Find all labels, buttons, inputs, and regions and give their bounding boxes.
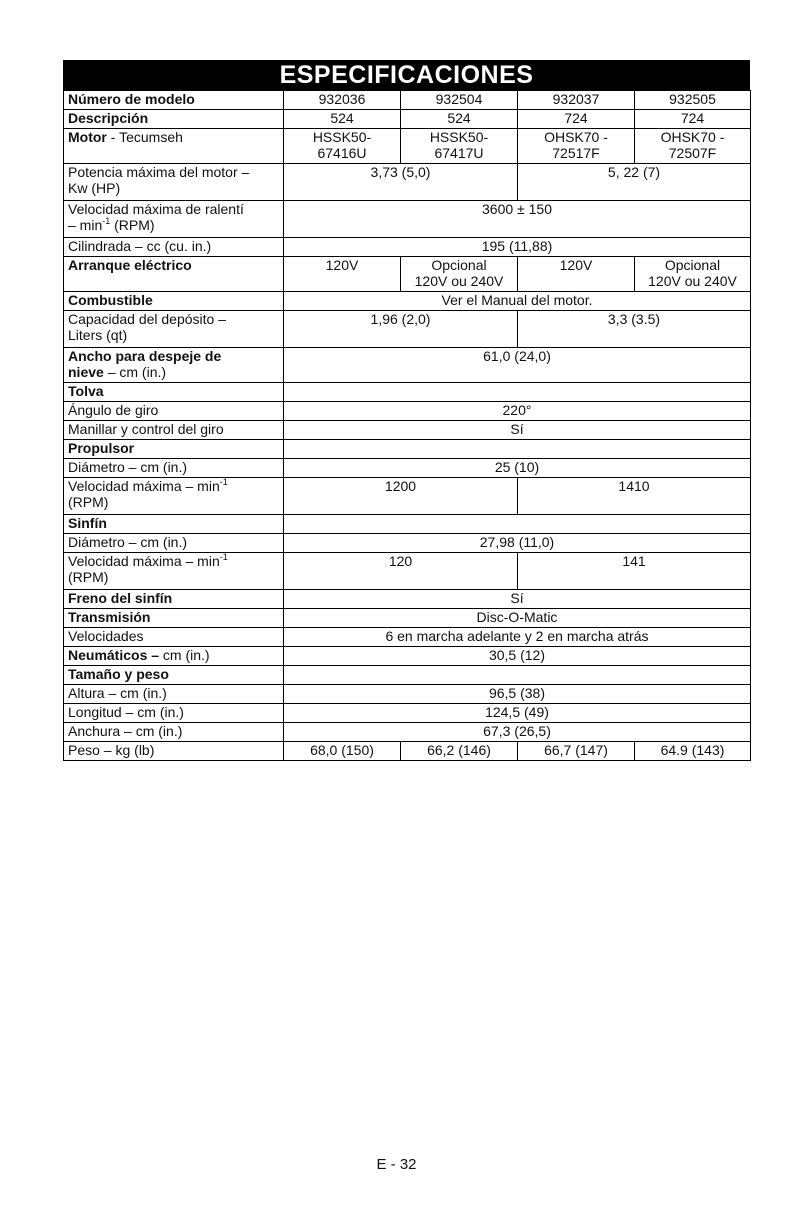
cell-value: 1,96 (2,0): [284, 311, 518, 348]
row-label-rest: - Tecumseh: [106, 129, 183, 145]
cell-value: 524: [401, 110, 518, 129]
cell-value: 120V: [518, 257, 635, 292]
cell-value: 64.9 (143): [635, 742, 751, 761]
row-label: Anchura – cm (in.): [64, 723, 284, 742]
row-label: Freno del sinfín: [64, 590, 284, 609]
cell-value: 67,3 (26,5): [284, 723, 751, 742]
row-label: Peso – kg (lb): [64, 742, 284, 761]
row-label: Arranque eléctrico: [64, 257, 284, 292]
table-row: [64, 666, 751, 685]
row-label: [64, 129, 284, 164]
cell-value: Sí: [284, 590, 751, 609]
table-row: [64, 348, 751, 383]
table-row: [64, 590, 751, 609]
cell-value: 66,7 (147): [518, 742, 635, 761]
cell-value: 3,73 (5,0): [284, 164, 518, 201]
superscript: -1: [219, 552, 228, 562]
cell-value: 932505: [635, 91, 751, 110]
cell-value: 61,0 (24,0): [284, 348, 751, 383]
table-row: [64, 647, 751, 666]
row-label-unit: (RPM): [68, 494, 109, 510]
cell-value: 932037: [518, 91, 635, 110]
cell-value: 195 (11,88): [284, 238, 751, 257]
row-label-rest: cm (in.): [159, 647, 210, 663]
table-row: [64, 164, 751, 201]
table-row: [64, 685, 751, 704]
table-row: [64, 742, 751, 761]
cell-value: 27,98 (11,0): [284, 534, 751, 553]
cell-value: HSSK50- 67417U: [401, 129, 518, 164]
row-label-bold: Motor: [68, 129, 107, 145]
cell-value: Ver el Manual del motor.: [284, 292, 751, 311]
row-label: Ángulo de giro: [64, 402, 284, 421]
cell-value: 141: [518, 553, 751, 590]
table-row: [64, 110, 751, 129]
cell-value: OHSK70 - 72517F: [518, 129, 635, 164]
cell-value: 932504: [401, 91, 518, 110]
row-label-bold: Neumáticos –: [68, 647, 160, 663]
row-label: [64, 348, 284, 383]
row-label: Descripción: [64, 110, 284, 129]
row-label: [64, 478, 284, 515]
cell-value: 3,3 (3.5): [518, 311, 751, 348]
row-label-text: Velocidad máxima – min: [68, 478, 220, 494]
table-row: [64, 459, 751, 478]
row-label: Transmisión: [64, 609, 284, 628]
table-row: [64, 553, 751, 590]
row-label: Velocidades: [64, 628, 284, 647]
table-row: [64, 238, 751, 257]
row-label-rest: – cm (in.): [103, 364, 167, 380]
cell-value: Opcional 120V ou 240V: [401, 257, 518, 292]
cell-value: 220°: [284, 402, 751, 421]
row-label: Longitud – cm (in.): [64, 704, 284, 723]
cell-empty: [284, 666, 751, 685]
table-row: [64, 534, 751, 553]
cell-value: 5, 22 (7): [518, 164, 751, 201]
cell-empty: [284, 383, 751, 402]
table-row: [64, 402, 751, 421]
page-number: E - 32: [376, 1156, 417, 1173]
cell-value: 932036: [284, 91, 401, 110]
cell-value: 120V: [284, 257, 401, 292]
section-header: Sinfín: [64, 515, 284, 534]
row-label: Manillar y control del giro: [64, 421, 284, 440]
row-label: Número de modelo: [64, 91, 284, 110]
cell-empty: [284, 515, 751, 534]
row-label: Potencia máxima del motor – Kw (HP): [64, 164, 284, 201]
table-row: [64, 201, 751, 238]
cell-value: 1410: [518, 478, 751, 515]
cell-value: Disc-O-Matic: [284, 609, 751, 628]
row-label-bold: Ancho para despeje de nieve: [68, 348, 222, 380]
table-row: [64, 383, 751, 402]
cell-value: 524: [284, 110, 401, 129]
cell-value: Opcional 120V ou 240V: [635, 257, 751, 292]
table-row: [64, 723, 751, 742]
cell-empty: [284, 440, 751, 459]
cell-value: 96,5 (38): [284, 685, 751, 704]
cell-value: 120: [284, 553, 518, 590]
table-row: [64, 129, 751, 164]
cell-value: 1200: [284, 478, 518, 515]
cell-value: OHSK70 - 72507F: [635, 129, 751, 164]
table-row: [64, 440, 751, 459]
table-row: [64, 257, 751, 292]
row-label: [64, 201, 284, 238]
row-label-text: Velocidad máxima – min: [68, 553, 220, 569]
row-label: Capacidad del depósito – Liters (qt): [64, 311, 284, 348]
row-label-unit: (RPM): [68, 569, 109, 585]
table-row: [64, 421, 751, 440]
table-row: [64, 292, 751, 311]
table-row: [64, 91, 751, 110]
row-label: [64, 553, 284, 590]
superscript: -1: [102, 216, 111, 226]
cell-value: 3600 ± 150: [284, 201, 751, 238]
row-label-unit: (RPM): [110, 217, 155, 233]
row-label: Diámetro – cm (in.): [64, 459, 284, 478]
table-row: [64, 311, 751, 348]
table-row: [64, 515, 751, 534]
row-label: Altura – cm (in.): [64, 685, 284, 704]
row-label: Combustible: [64, 292, 284, 311]
cell-value: 66,2 (146): [401, 742, 518, 761]
page-title: ESPECIFICACIONES: [63, 60, 750, 91]
superscript: -1: [219, 477, 228, 487]
table-row: [64, 609, 751, 628]
specifications-table: [63, 90, 751, 761]
cell-value: 30,5 (12): [284, 647, 751, 666]
section-header: Tamaño y peso: [64, 666, 284, 685]
cell-value: HSSK50- 67416U: [284, 129, 401, 164]
cell-value: 124,5 (49): [284, 704, 751, 723]
cell-value: Sí: [284, 421, 751, 440]
row-label: Cilindrada – cc (cu. in.): [64, 238, 284, 257]
row-label: [64, 647, 284, 666]
section-header: Tolva: [64, 383, 284, 402]
cell-value: 724: [518, 110, 635, 129]
row-label: Diámetro – cm (in.): [64, 534, 284, 553]
cell-value: 68,0 (150): [284, 742, 401, 761]
table-row: [64, 478, 751, 515]
cell-value: 6 en marcha adelante y 2 en marcha atrás: [284, 628, 751, 647]
section-header: Propulsor: [64, 440, 284, 459]
row-label-text: Velocidad máxima de ralentí – min: [68, 201, 244, 233]
table-row: [64, 628, 751, 647]
table-row: [64, 704, 751, 723]
cell-value: 724: [635, 110, 751, 129]
cell-value: 25 (10): [284, 459, 751, 478]
